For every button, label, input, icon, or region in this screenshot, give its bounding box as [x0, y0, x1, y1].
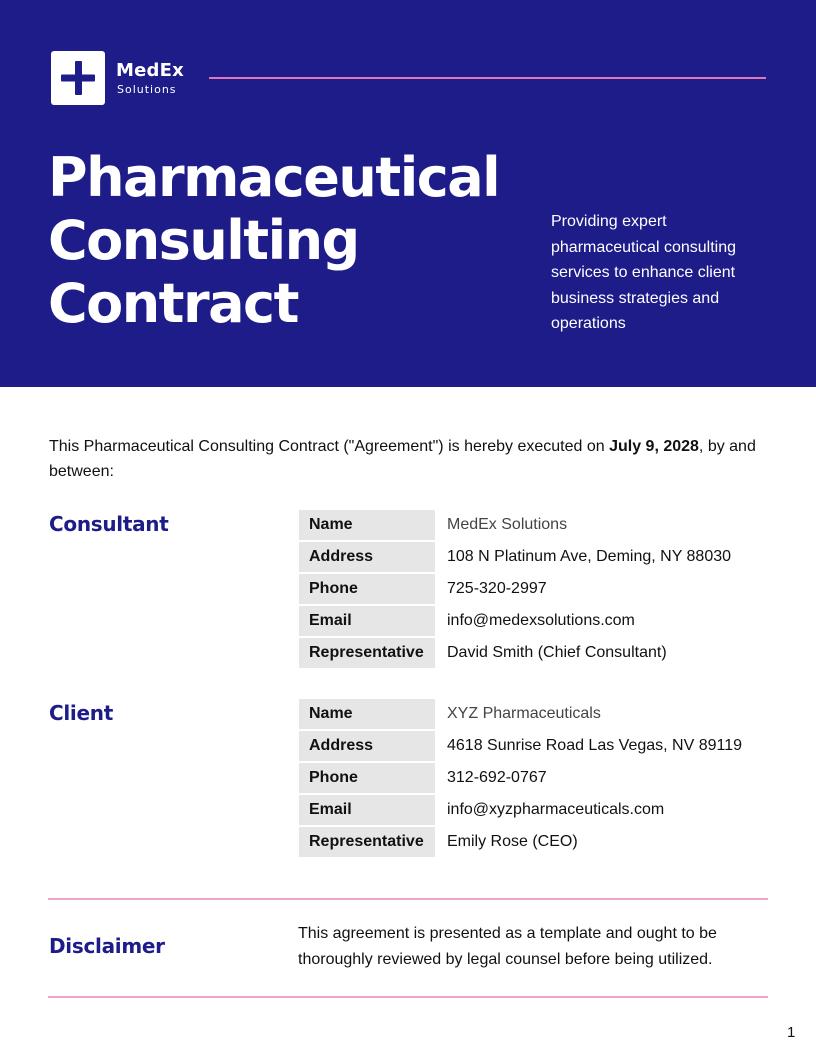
- disclaimer-heading: Disclaimer: [49, 934, 165, 958]
- table-row: [299, 763, 767, 793]
- field-value: 725-320-2997: [447, 580, 547, 597]
- page-title: [48, 146, 528, 335]
- table-row: [299, 606, 767, 636]
- table-row: [299, 731, 767, 761]
- field-key: Email: [299, 606, 435, 636]
- table-row: [299, 699, 767, 729]
- table-row: [299, 574, 767, 604]
- field-key: Address: [299, 542, 435, 572]
- brand-name: MedEx: [116, 60, 184, 81]
- field-value: info@medexsolutions.com: [447, 612, 635, 629]
- title-line: Pharmaceutical: [48, 146, 500, 209]
- table-row: [299, 795, 767, 825]
- table-row: [299, 510, 767, 540]
- title-line: Contract: [48, 272, 298, 335]
- field-key: Name: [299, 699, 435, 729]
- intro-text-end: , by and between:: [49, 438, 756, 480]
- field-key: Email: [299, 795, 435, 825]
- field-key: Phone: [299, 763, 435, 793]
- field-value: 4618 Sunrise Road Las Vegas, NV 89119: [447, 737, 743, 754]
- consultant-table: [297, 508, 769, 670]
- field-key: Representative: [299, 638, 435, 668]
- page-number: 1: [787, 1024, 796, 1041]
- intro-text: This Pharmaceutical Consulting Contract ("Agreement") is hereby executed on: [49, 438, 610, 455]
- header-divider: [209, 77, 766, 79]
- field-value: info@xyzpharmaceuticals.com: [447, 801, 665, 818]
- field-value: David Smith (Chief Consultant): [447, 644, 667, 661]
- title-line: Consulting: [48, 209, 359, 272]
- table-row: [299, 638, 767, 668]
- disclaimer-text: This agreement is presented as a template and ought to be thoroughly reviewed by legal counsel before being utilized.: [298, 925, 717, 968]
- agreement-date: July 9, 2028: [609, 438, 699, 455]
- field-key: Representative: [299, 827, 435, 857]
- consultant-heading: Consultant: [49, 512, 169, 536]
- table-row: [299, 542, 767, 572]
- plus-icon: [51, 51, 105, 105]
- field-key: Phone: [299, 574, 435, 604]
- section-divider: [48, 898, 768, 900]
- field-value: 108 N Platinum Ave, Deming, NY 88030: [447, 548, 732, 565]
- client-heading: Client: [49, 701, 113, 725]
- logo-box: [51, 51, 105, 105]
- field-value: Emily Rose (CEO): [447, 833, 578, 850]
- tagline: Providing expert pharmaceutical consulting services to enhance client business strategies and operations: [551, 213, 736, 333]
- client-table: [297, 697, 769, 859]
- field-value: MedEx Solutions: [447, 516, 568, 533]
- brand-subtitle: Solutions: [117, 83, 177, 96]
- field-value: XYZ Pharmaceuticals: [447, 705, 601, 722]
- section-divider: [48, 996, 768, 998]
- field-key: Address: [299, 731, 435, 761]
- field-value: 312-692-0767: [447, 769, 547, 786]
- intro-paragraph: [49, 434, 769, 484]
- field-key: Name: [299, 510, 435, 540]
- header-banner: [0, 0, 816, 387]
- table-row: [299, 827, 767, 857]
